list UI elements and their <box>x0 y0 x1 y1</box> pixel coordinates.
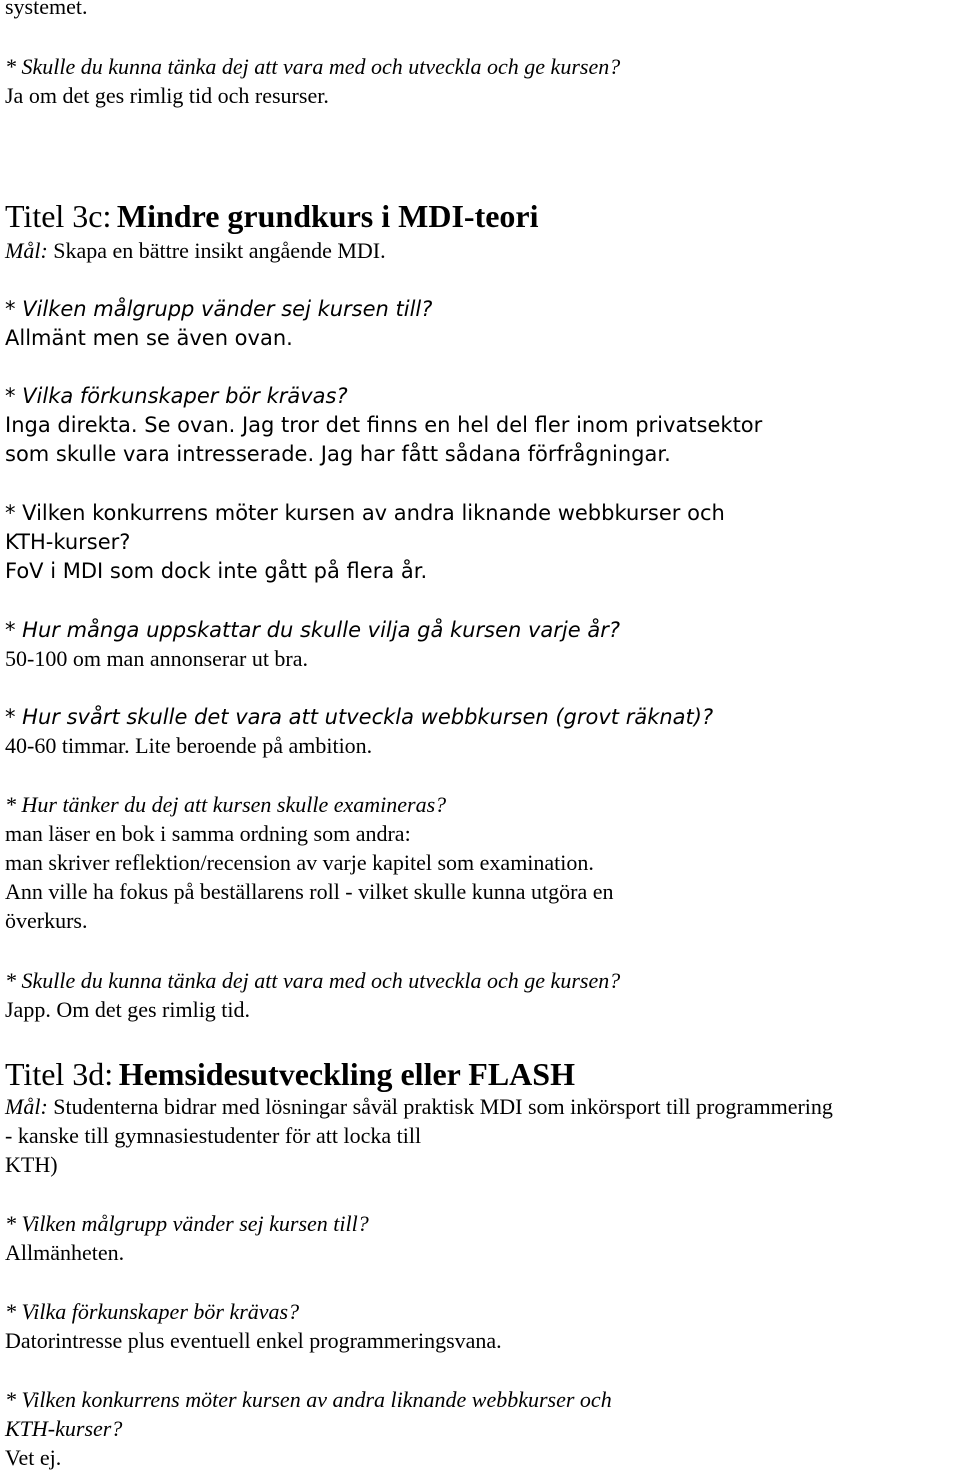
answer: Allmänheten. <box>5 1240 125 1265</box>
answer: Ann ville ha fokus på beställarens roll - vilket skulle kunna utgöra en <box>5 879 614 904</box>
answer: Ja om det ges rimlig tid och resurser. <box>5 83 329 108</box>
question: KTH-kurser? <box>5 1416 123 1441</box>
goal-text: Skapa en bättre insikt angående MDI. <box>53 238 386 263</box>
title-main: Hemsidesutveckling eller FLASH <box>118 1056 575 1092</box>
goal-label: Mål: <box>5 1094 48 1119</box>
title-prefix: Titel 3c: <box>5 198 112 234</box>
answer: Allmänt men se även ovan. <box>5 326 293 350</box>
goal-line <box>5 1094 833 1120</box>
question: * Hur tänker du dej att kursen skulle examineras? <box>5 792 447 817</box>
answer: Datorintresse plus eventuell enkel programmeringsvana. <box>5 1328 502 1353</box>
question: * Vilka förkunskaper bör krävas? <box>5 1299 300 1324</box>
goal-label: Mål: <box>5 238 48 263</box>
title-main: Mindre grundkurs i MDI-teori <box>116 198 539 234</box>
goal-line <box>5 238 386 264</box>
question: * Vilken konkurrens möter kursen av andra liknande webbkurser och <box>5 501 725 525</box>
answer: Japp. Om det ges rimlig tid. <box>5 997 251 1022</box>
goal-text: KTH) <box>5 1152 58 1177</box>
section-title-3c <box>5 196 539 240</box>
answer: man läser en bok i samma ordning som andra: <box>5 821 411 846</box>
answer: 40-60 timmar. Lite beroende på ambition. <box>5 733 373 758</box>
question: * Vilken målgrupp vänder sej kursen till? <box>5 1211 369 1236</box>
goal-text: Studenterna bidrar med lösningar såväl praktisk MDI som inkörsport till programmering <box>53 1094 833 1119</box>
question: KTH-kurser? <box>5 530 131 554</box>
title-prefix: Titel 3d: <box>5 1056 114 1092</box>
answer: Vet ej. <box>5 1445 62 1470</box>
answer: Inga direkta. Se ovan. Jag tror det finns en hel del fler inom privatsektor <box>5 413 763 437</box>
question: * Skulle du kunna tänka dej att vara med och utveckla och ge kursen? <box>5 968 621 993</box>
question: * Vilken målgrupp vänder sej kursen till? <box>5 297 433 321</box>
question: * Vilka förkunskaper bör krävas? <box>5 384 348 408</box>
answer: överkurs. <box>5 908 88 933</box>
section-title-3d <box>5 1054 575 1098</box>
goal-text: - kanske till gymnasiestudenter för att locka till <box>5 1123 422 1148</box>
text-line: systemet. <box>5 0 88 19</box>
question: * Hur många uppskattar du skulle vilja gå kursen varje år? <box>5 618 620 642</box>
answer: man skriver reflektion/recension av varje kapitel som examination. <box>5 850 594 875</box>
answer: som skulle vara intresserade. Jag har fått sådana förfrågningar. <box>5 442 671 466</box>
answer: FoV i MDI som dock inte gått på flera år. <box>5 559 428 583</box>
answer: 50-100 om man annonserar ut bra. <box>5 646 309 671</box>
question: * Hur svårt skulle det vara att utveckla webbkursen (grovt räknat)? <box>5 705 714 729</box>
question: * Skulle du kunna tänka dej att vara med och utveckla och ge kursen? <box>5 54 621 79</box>
question: * Vilken konkurrens möter kursen av andra liknande webbkurser och <box>5 1387 612 1412</box>
